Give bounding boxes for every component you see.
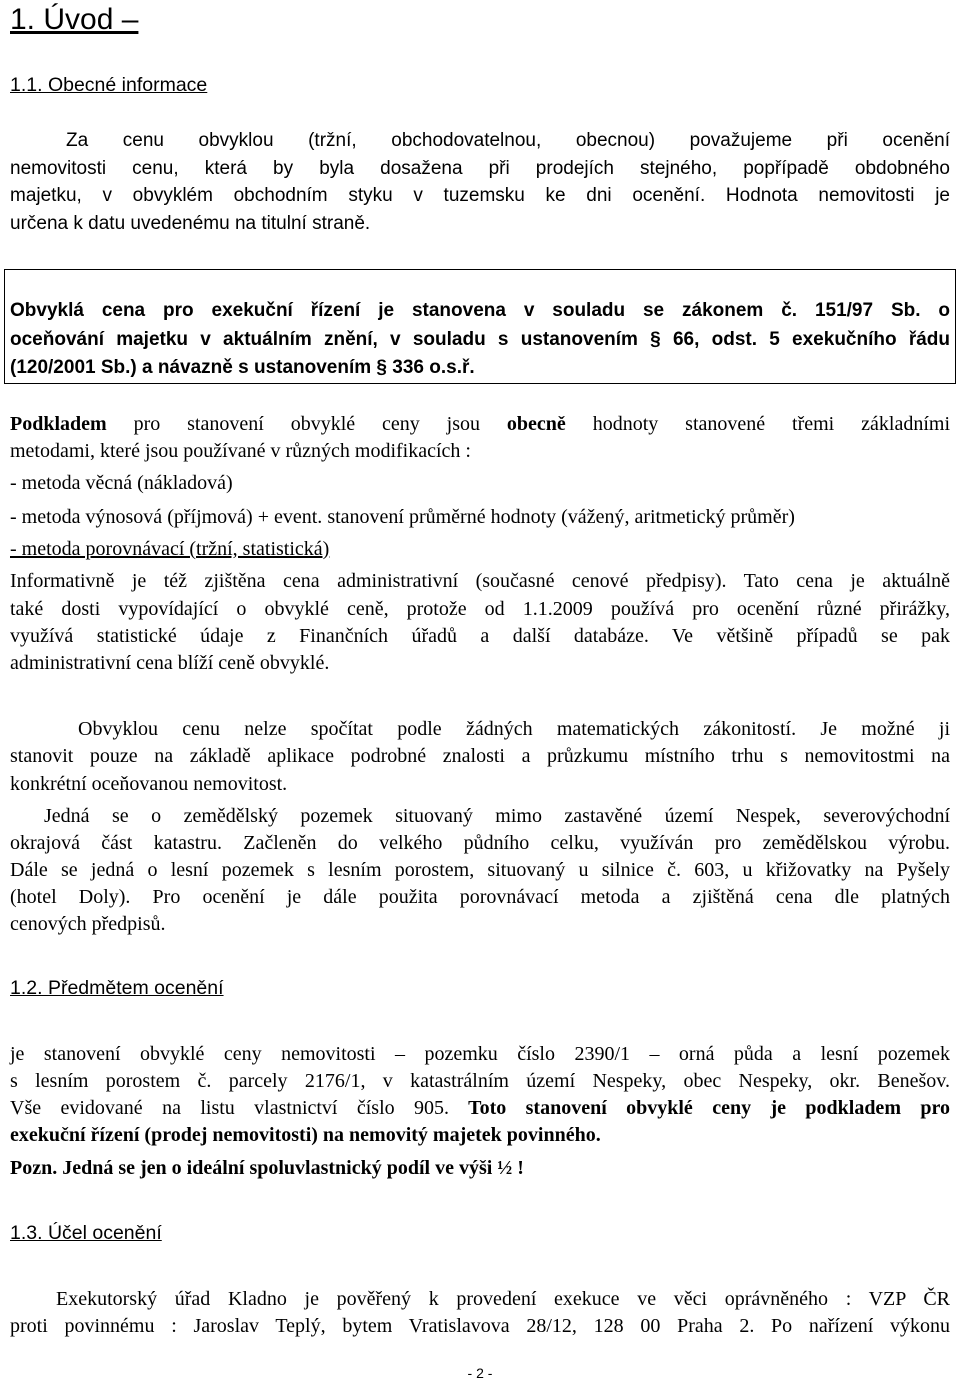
section-heading-1-3: 1.3. Účel ocenění (10, 1222, 162, 1244)
text-span: - metoda výnosová (příjmová) + event. (10, 506, 323, 528)
paragraph-line: Dále se jedná o lesní pozemek s lesním porostem, situovaný u silnice č. 603, u křižovatky na Pyšely (10, 859, 950, 881)
paragraph-line: (hotel Doly). Pro ocenění je dále použita porovnávací metoda a zjištěná cena dle platných (10, 886, 950, 908)
method-item: - metoda porovnávací (tržní, statistická) (10, 538, 330, 560)
paragraph-line (10, 413, 950, 436)
paragraph-line: využívá statistické údaje z Finančních úřadů a další databáze. Ve většině případů se pak (10, 625, 950, 647)
paragraph-line: také dosti vypovídající o obvyklé ceně, protože od 1.1.2009 používá pro ocenění různé přirážky, (10, 598, 950, 620)
paragraph-line: administrativní cena blíží ceně obvyklé. (10, 652, 330, 674)
paragraph-line: metodami, které jsou používané v různých modifikacích : (10, 440, 471, 462)
text-span: Vše evidované na listu vlastnictví číslo 905. (10, 1097, 450, 1119)
section-heading-1-2: 1.2. Předmětem ocenění (10, 977, 224, 999)
paragraph-line: Za cenu obvyklou (tržní, obchodovatelnou, obecnou) považujeme při ocenění (66, 130, 950, 151)
bold-text: Toto stanovení obvyklé ceny je podkladem pro (449, 1097, 951, 1119)
paragraph-line: určena k datu uvedenému na titulní straně. (10, 213, 371, 234)
paragraph-line: majetku, v obvyklém obchodním styku v tuzemsku ke dni ocenění. Hodnota nemovitosti je (10, 185, 950, 206)
box-line: (120/2001 Sb.) a návazně s ustanovením § 336 o.s.ř. (10, 357, 475, 378)
bold-term: Podkladem (10, 413, 107, 435)
paragraph-line: stanovit pouze na základě aplikace podrobné znalosti a průzkumu místního trhu s nemovitostmi na (10, 745, 950, 767)
paragraph-line: Exekutorský úřad Kladno je pověřený k provedení exekuce ve věci oprávněného : VZP ČR (56, 1288, 950, 1310)
chapter-heading: 1. Úvod – (10, 3, 139, 36)
paragraph-line: Informativně je též zjištěna cena administrativní (současné cenové předpisy). Tato cena je aktuálně (10, 570, 950, 592)
method-item: - metoda věcná (nákladová) (10, 472, 233, 494)
paragraph-line: s lesním porostem č. parcely 2176/1, v katastrálním území Nespeky, obec Nespeky, okr. Benešov. (10, 1070, 950, 1092)
paragraph-line: je stanovení obvyklé ceny nemovitosti – pozemku číslo 2390/1 – orná půda a lesní pozemek (10, 1043, 950, 1065)
method-item (10, 506, 795, 529)
page-number: - 2 - (467, 1365, 493, 1381)
paragraph-line: Obvyklou cenu nelze spočítat podle žádných matematických zákonitostí. Je možné ji (78, 718, 950, 740)
paragraph-line: nemovitosti cenu, která by byla dosažena při prodejích stejného, popřípadě obdobného (10, 158, 950, 179)
note-line: Pozn. Jedná se jen o ideální spoluvlastnický podíl ve výši ½ ! (10, 1157, 524, 1179)
paragraph-line: exekuční řízení (prodej nemovitosti) na nemovitý majetek povinného. (10, 1124, 601, 1146)
paragraph-line: cenových předpisů. (10, 913, 166, 935)
box-line: Obvyklá cena pro exekuční řízení je stanovena v souladu se zákonem č. 151/97 Sb. o (10, 300, 950, 321)
paragraph-line: proti povinnému : Jaroslav Teplý, bytem Vratislavova 28/12, 128 00 Praha 2. Po nařízení výkonu (10, 1315, 950, 1337)
paragraph-line (10, 1097, 950, 1120)
section-heading-1-1: 1.1. Obecné informace (10, 74, 208, 96)
box-line: oceňování majetku v aktuálním znění, v souladu s ustanovením § 66, odst. 5 exekučního řádu (10, 329, 950, 350)
paragraph-line: konkrétní oceňovanou nemovitost. (10, 773, 288, 795)
paragraph-line: Jedná se o zemědělský pozemek situovaný mimo zastavěné území Nespek, severovýchodní (44, 805, 950, 827)
text-span: pro stanovení obvyklé ceny jsou (106, 413, 507, 435)
paragraph-line: okrajová část katastru. Začleněn do velkého půdního celku, využíván pro zemědělskou výrobu. (10, 832, 950, 854)
text-span: hodnoty stanovené třemi základními (565, 413, 950, 435)
bold-term: obecně (506, 413, 566, 435)
text-span: stanovení průměrné hodnoty (vážený, aritmetický průměr) (322, 506, 795, 528)
